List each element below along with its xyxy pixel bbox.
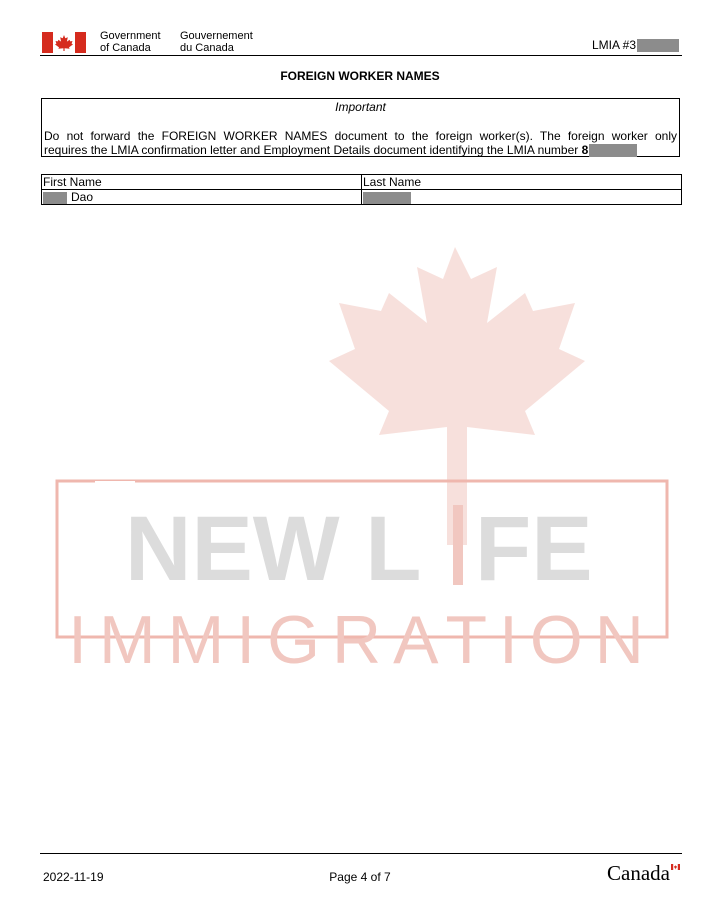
- important-notice: [41, 98, 680, 157]
- watermark-word-new-l: NEW L: [125, 498, 422, 600]
- notice-lmia-number-prefix: 8: [581, 143, 589, 157]
- last-name-cell: [362, 190, 682, 205]
- footer-date: 2022-11-19: [43, 870, 104, 884]
- column-header-first-name: First Name: [42, 175, 362, 190]
- first-name-redaction: [43, 192, 67, 204]
- notice-line-2: [44, 143, 677, 157]
- first-name-value: Dao: [71, 190, 94, 204]
- footer-page-number: Page 4 of 7: [329, 870, 391, 884]
- canada-wordmark: [607, 861, 680, 886]
- canada-wordmark-text: Canada: [607, 861, 670, 885]
- notice-line-2-text: requires the LMIA confirmation letter and Employment Details document identifying the LMIA number: [44, 143, 582, 157]
- lmia-number: [592, 38, 679, 52]
- header-divider: [40, 55, 682, 56]
- new-life-immigration-watermark: [55, 245, 670, 675]
- first-name-cell: [42, 190, 362, 205]
- page-title: FOREIGN WORKER NAMES: [280, 69, 440, 83]
- notice-heading: Important: [335, 100, 386, 114]
- last-name-redaction: [363, 192, 411, 204]
- notice-line-1: Do not forward the FOREIGN WORKER NAMES document to the foreign worker(s). The foreign worker only: [44, 129, 677, 143]
- gov-fr-line2: du Canada: [180, 42, 234, 54]
- canada-flag-icon: [42, 32, 86, 53]
- notice-lmia-redaction: [589, 144, 637, 157]
- table-row: [42, 190, 682, 205]
- notice-body: [44, 129, 677, 157]
- government-of-canada-en: [100, 30, 161, 54]
- footer-divider: [40, 853, 682, 854]
- gov-en-line1: Government: [100, 30, 161, 42]
- watermark-word-fe: FE: [475, 498, 593, 600]
- watermark-word-immigration: IMMIGRATION: [68, 602, 656, 675]
- canada-wordmark-flag-icon: [671, 864, 680, 870]
- gov-en-line2: of Canada: [100, 42, 151, 54]
- foreign-worker-names-table: [41, 174, 682, 205]
- gov-fr-line1: Gouvernement: [180, 30, 253, 42]
- column-header-last-name: Last Name: [362, 175, 682, 190]
- table-header-row: [42, 175, 682, 190]
- lmia-label: LMIA #3: [591, 38, 636, 52]
- lmia-redaction: [637, 39, 679, 52]
- gouvernement-du-canada-fr: [180, 30, 253, 54]
